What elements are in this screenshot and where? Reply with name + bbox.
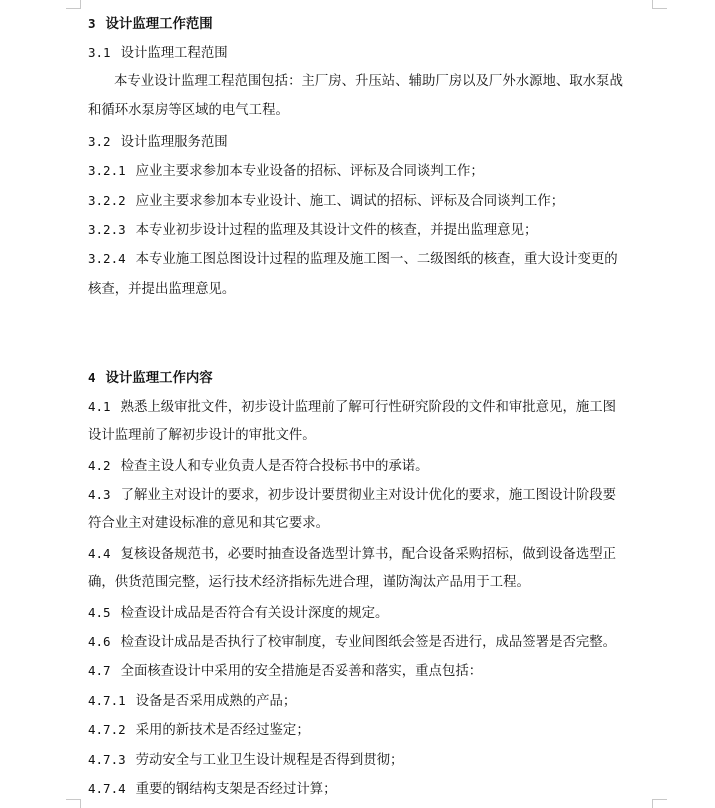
subheading-text: 设计监理服务范围 — [120, 135, 228, 150]
item-number: 4.7.2 — [88, 722, 126, 737]
paragraph-line — [88, 515, 658, 533]
list-item-3-2-1 — [88, 162, 658, 181]
paragraph-text: 本专业设计监理工程范围包括：主厂房、升压站、辅助厂房以及厂外水源地、取水泵战 — [114, 74, 623, 89]
list-item-3-2-4 — [88, 250, 658, 269]
list-item-4-5 — [88, 604, 658, 623]
page-corner-mark — [652, 799, 667, 808]
item-number: 4.7 — [88, 663, 111, 678]
list-item-4-7-4 — [88, 780, 658, 799]
item-text: 本专业初步设计过程的监理及其设计文件的核查，并提出监理意见； — [135, 223, 538, 238]
list-item-4-1 — [88, 398, 658, 417]
list-item-4-6 — [88, 633, 658, 652]
heading-text: 设计监理工作内容 — [105, 371, 213, 386]
item-number: 3.2.2 — [88, 193, 126, 208]
subheading-number: 3.2 — [88, 134, 111, 149]
item-text: 设备是否采用成熟的产品； — [135, 694, 297, 709]
page-corner-mark — [66, 799, 81, 808]
item-text: 全面核查设计中采用的安全措施是否妥善和落实，重点包括： — [120, 664, 483, 679]
paragraph-line — [88, 427, 658, 445]
item-text: 检查主设人和专业负责人是否符合投标书中的承诺。 — [120, 459, 429, 474]
item-number: 4.7.1 — [88, 693, 126, 708]
item-number: 4.5 — [88, 605, 111, 620]
page-corner-mark — [66, 0, 81, 9]
subheading-3-1 — [88, 44, 658, 63]
item-text: 检查设计成品是否执行了校审制度，专业间图纸会签是否进行，成品签署是否完整。 — [120, 635, 617, 650]
item-text: 本专业施工图总图设计过程的监理及施工图一、二级图纸的核查，重大设计变更的 — [135, 252, 618, 267]
subheading-text: 设计监理工程范围 — [120, 46, 228, 61]
item-number: 3.2.1 — [88, 163, 126, 178]
item-number: 4.7.4 — [88, 781, 126, 796]
paragraph-line — [88, 281, 658, 299]
item-number: 4.1 — [88, 399, 111, 414]
subheading-3-2 — [88, 133, 658, 152]
paragraph-line — [114, 73, 658, 91]
item-number: 4.2 — [88, 458, 111, 473]
item-text: 采用的新技术是否经过鉴定； — [135, 723, 310, 738]
paragraph-text: 确，供货范围完整，运行技术经济指标先进合理，谨防淘汰产品用于工程。 — [88, 575, 530, 590]
paragraph-text: 核查，并提出监理意见。 — [88, 282, 236, 297]
item-number: 4.4 — [88, 546, 111, 561]
paragraph-line — [88, 574, 658, 592]
paragraph-line — [88, 102, 658, 120]
item-number: 4.6 — [88, 634, 111, 649]
list-item-3-2-3 — [88, 221, 658, 240]
paragraph-text: 设计监理前了解初步设计的审批文件。 — [88, 428, 316, 443]
item-number: 4.7.3 — [88, 752, 126, 767]
item-text: 应业主要求参加本专业设备的招标、评标及合同谈判工作； — [135, 164, 484, 179]
heading-number: 3 — [88, 16, 96, 31]
item-text: 复核设备规范书，必要时抽查设备选型计算书，配合设备采购招标，做到设备选型正 — [120, 547, 617, 562]
heading-section-3 — [88, 15, 658, 34]
item-text: 熟悉上级审批文件，初步设计监理前了解可行性研究阶段的文件和审批意见，施工图 — [120, 400, 617, 415]
item-number: 3.2.3 — [88, 222, 126, 237]
paragraph-text: 符合业主对建设标准的意见和其它要求。 — [88, 516, 330, 531]
list-item-4-4 — [88, 545, 658, 564]
item-text: 劳动安全与工业卫生设计规程是否得到贯彻； — [135, 753, 404, 768]
subheading-number: 3.1 — [88, 45, 111, 60]
item-number: 4.3 — [88, 487, 111, 502]
heading-section-4 — [88, 369, 658, 388]
list-item-4-7-1 — [88, 692, 658, 711]
page-corner-mark — [652, 0, 667, 9]
list-item-3-2-2 — [88, 192, 658, 211]
list-item-4-3 — [88, 486, 658, 505]
list-item-4-7-2 — [88, 721, 658, 740]
item-text: 了解业主对设计的要求，初步设计要贯彻业主对设计优化的要求，施工图设计阶段要 — [120, 488, 617, 503]
list-item-4-2 — [88, 457, 658, 476]
list-item-4-7 — [88, 662, 658, 681]
heading-number: 4 — [88, 370, 96, 385]
item-text: 检查设计成品是否符合有关设计深度的规定。 — [120, 606, 389, 621]
item-text: 重要的钢结构支架是否经过计算； — [135, 782, 337, 797]
heading-text: 设计监理工作范围 — [105, 17, 213, 32]
paragraph-text: 和循环水泵房等区域的电气工程。 — [88, 103, 289, 118]
item-number: 3.2.4 — [88, 251, 126, 266]
list-item-4-7-3 — [88, 751, 658, 770]
item-text: 应业主要求参加本专业设计、施工、调试的招标、评标及合同谈判工作； — [135, 194, 565, 209]
